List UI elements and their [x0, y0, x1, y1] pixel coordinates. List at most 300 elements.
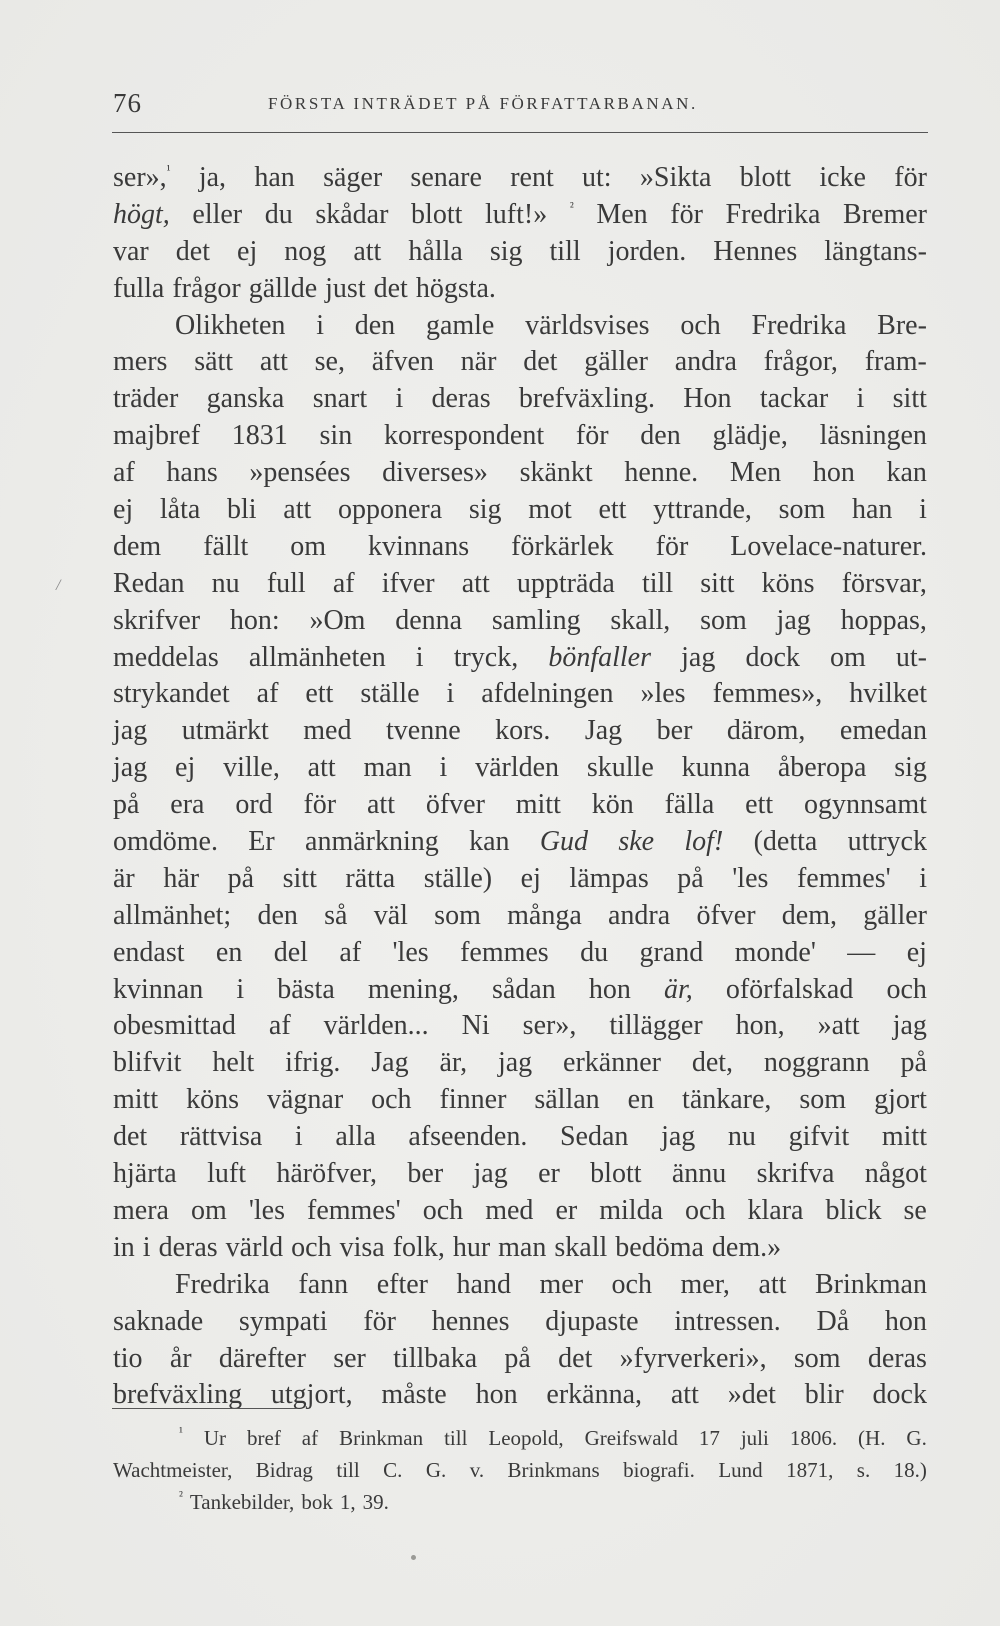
- word: för: [670, 198, 703, 230]
- word: på: [113, 789, 140, 821]
- word: v.: [469, 1458, 485, 1482]
- word: som: [700, 604, 747, 636]
- word: icke: [819, 162, 866, 193]
- word: Gud: [539, 826, 589, 858]
- word: femmes': [307, 1194, 401, 1226]
- word: ut-: [895, 641, 927, 673]
- word: rätta: [345, 862, 396, 894]
- word: att: [670, 1379, 699, 1411]
- word: man: [498, 1231, 547, 1263]
- word: Lund: [718, 1458, 763, 1482]
- word: andra: [608, 899, 671, 931]
- word: ogynnsamt: [804, 789, 927, 821]
- word: andra: [674, 346, 737, 378]
- word: Jag: [584, 715, 623, 747]
- word: och: [685, 1194, 726, 1226]
- margin-mark: /: [56, 577, 61, 594]
- word: samling: [491, 604, 581, 636]
- word: säger: [323, 162, 383, 193]
- word: därefter: [218, 1342, 306, 1374]
- word: Brinkman: [815, 1268, 927, 1300]
- text-line: [113, 529, 927, 566]
- word: sympati: [238, 1305, 328, 1337]
- word: gällde: [248, 272, 318, 304]
- word: dock: [872, 1379, 927, 1411]
- word: många: [507, 899, 582, 931]
- word: grand: [639, 936, 704, 968]
- text-line: [113, 160, 927, 197]
- word: kunna: [681, 752, 750, 784]
- word: ej: [906, 936, 927, 968]
- word: skådar: [315, 198, 389, 230]
- word: nu: [727, 1121, 756, 1153]
- word: världsvises: [525, 309, 650, 341]
- word: gäller: [863, 899, 927, 931]
- word: omdöme.: [113, 826, 218, 858]
- word: gjort: [874, 1084, 927, 1116]
- word: 'les: [248, 1194, 285, 1226]
- word: läsningen: [819, 420, 927, 452]
- word: luft!»: [485, 198, 548, 230]
- word: Jag: [371, 1047, 409, 1079]
- word: utmärkt: [181, 715, 269, 747]
- word: opponera: [337, 494, 443, 526]
- word: det: [113, 1121, 148, 1153]
- word: för: [303, 789, 337, 821]
- text-line: [113, 566, 927, 603]
- word: lof!: [684, 826, 724, 858]
- word: ett: [598, 494, 627, 526]
- word: skulle: [586, 752, 654, 784]
- word: glädje,: [712, 420, 788, 452]
- word: deras: [431, 383, 491, 415]
- word: djupaste: [545, 1305, 639, 1337]
- text-line: [113, 861, 927, 898]
- word: brefväxling: [113, 1379, 243, 1411]
- word: frågor: [172, 272, 241, 304]
- word: tryck,: [453, 641, 519, 673]
- word: du: [264, 198, 293, 230]
- word: ja,: [198, 162, 227, 193]
- word: meddelas: [113, 641, 219, 673]
- word: ifver: [381, 567, 435, 599]
- text-line: [113, 455, 927, 492]
- text-line: [113, 308, 927, 345]
- word: mening,: [367, 973, 459, 1005]
- word: mera: [113, 1194, 169, 1226]
- word: C.: [383, 1458, 403, 1482]
- word: mer: [539, 1268, 584, 1300]
- word: hvilket: [849, 678, 927, 710]
- word: kvinnans: [368, 530, 470, 562]
- word: femmes»,: [712, 678, 823, 710]
- word: monde': [734, 936, 816, 968]
- word: Ni: [461, 1010, 490, 1042]
- word: kön: [591, 789, 634, 821]
- word: utgjort,: [270, 1379, 353, 1411]
- word: Er: [248, 826, 275, 858]
- word: ¹: [179, 1424, 183, 1439]
- text-line: [113, 713, 927, 750]
- text-line: [113, 234, 927, 271]
- word: hans: [166, 457, 218, 489]
- text-line: [113, 1341, 927, 1378]
- footnote-rule: [112, 1408, 297, 1409]
- word: af: [268, 1010, 291, 1042]
- word: af: [113, 457, 135, 489]
- word: sitt: [282, 862, 317, 894]
- word: hennes: [431, 1305, 510, 1337]
- word: saknade: [113, 1305, 204, 1337]
- word: Men: [729, 457, 782, 489]
- word: (detta: [753, 826, 818, 858]
- word: efter: [376, 1268, 428, 1300]
- word: fällt: [203, 530, 249, 562]
- word: mers: [113, 346, 168, 378]
- word: ganska: [206, 383, 285, 415]
- word: köns: [186, 1084, 239, 1116]
- text-line: [113, 1304, 927, 1341]
- word: biografi.: [623, 1458, 695, 1482]
- word: jag: [497, 1047, 533, 1079]
- text-line: [113, 935, 927, 972]
- word: på: [504, 1342, 531, 1374]
- word: femmes': [796, 862, 891, 894]
- text-line: [113, 787, 927, 824]
- word: jorden.: [607, 235, 687, 267]
- word: högt,: [113, 198, 170, 230]
- word: af: [332, 567, 355, 599]
- word: af: [301, 1426, 319, 1450]
- word: jag: [681, 641, 716, 673]
- word: det,: [691, 1047, 734, 1079]
- paper-speck: [411, 1555, 416, 1560]
- word: jag: [473, 1158, 508, 1190]
- word: längtans-: [824, 235, 927, 267]
- word: ser: [333, 1342, 366, 1374]
- word: tillägger: [609, 1010, 703, 1042]
- word: fälla: [664, 789, 715, 821]
- word: världen...: [323, 1010, 429, 1042]
- word: »Om: [309, 604, 366, 636]
- word: milda: [599, 1194, 663, 1226]
- text-line: [113, 1156, 927, 1193]
- text-line: [113, 381, 927, 418]
- word: blott: [590, 1158, 642, 1190]
- word: för: [575, 420, 609, 452]
- word: anmärkning: [305, 826, 439, 858]
- word: och: [371, 1084, 412, 1116]
- word: diverses»: [382, 457, 488, 489]
- text-line: [113, 1008, 927, 1045]
- word: träder: [113, 383, 179, 415]
- word: till: [549, 235, 581, 267]
- word: senare: [410, 162, 482, 193]
- word: strykandet: [113, 678, 230, 710]
- word: hon: [884, 1305, 927, 1337]
- word: skrifva: [756, 1158, 835, 1190]
- footnotes: [113, 1422, 927, 1518]
- word: obesmittad: [113, 1010, 236, 1042]
- word: att: [461, 567, 490, 599]
- word: på: [227, 862, 255, 894]
- text-line: [113, 1082, 927, 1119]
- word: ²: [179, 1488, 183, 1503]
- word: 39.: [362, 1490, 389, 1514]
- word: bok: [301, 1490, 333, 1514]
- word: »att: [817, 1010, 860, 1042]
- word: »fyrverkeri»,: [619, 1342, 767, 1374]
- word: hjärta: [113, 1158, 177, 1190]
- word: låta: [159, 494, 201, 526]
- word: ifrig.: [285, 1047, 341, 1079]
- word: skrifver: [113, 604, 201, 636]
- text-line: [113, 603, 927, 640]
- word: Olikheten: [175, 309, 286, 341]
- word: tio: [113, 1342, 143, 1374]
- word: den: [354, 309, 396, 341]
- word: »les: [640, 678, 686, 710]
- text-line: [113, 1045, 927, 1082]
- word: hon:: [229, 604, 280, 636]
- word: och: [291, 1231, 332, 1263]
- word: det: [523, 346, 558, 378]
- word: man: [363, 752, 412, 784]
- word: i: [415, 641, 424, 673]
- word: du: [580, 936, 609, 968]
- word: »det: [727, 1379, 776, 1411]
- text-line: [113, 750, 927, 787]
- word: måste: [381, 1379, 447, 1411]
- word: Men: [596, 198, 648, 230]
- word: som: [799, 1084, 847, 1116]
- word: försvar,: [841, 567, 927, 599]
- word: 'les: [732, 862, 769, 894]
- word: majbref: [113, 420, 201, 452]
- word: ett: [305, 678, 334, 710]
- word: köns: [761, 567, 815, 599]
- word: fulla: [113, 272, 165, 304]
- word: 1871,: [786, 1458, 834, 1482]
- word: äfven: [371, 346, 434, 378]
- word: om: [829, 641, 866, 673]
- word: gifvit: [788, 1121, 850, 1153]
- word: Då: [816, 1305, 850, 1337]
- word: när: [460, 346, 497, 378]
- word: deras: [158, 1231, 218, 1263]
- word: därom,: [726, 715, 806, 747]
- word: Bre-: [877, 309, 927, 341]
- word: som: [793, 1342, 841, 1374]
- word: kan: [469, 826, 510, 858]
- text-line: [113, 1267, 927, 1304]
- word: nog: [284, 235, 327, 267]
- text-line: [113, 344, 927, 381]
- word: ser»,$^{^1}$: [113, 162, 171, 193]
- word: till: [444, 1426, 468, 1450]
- word: juli: [740, 1426, 769, 1450]
- word: Brinkman: [339, 1426, 424, 1450]
- word: jag: [113, 752, 148, 784]
- word: blott: [411, 198, 463, 230]
- word: ej: [520, 862, 541, 894]
- word: hur: [452, 1231, 491, 1263]
- word: endast: [113, 936, 185, 968]
- word: afseenden.: [408, 1121, 528, 1153]
- word: bli: [227, 494, 257, 526]
- word: år: [169, 1342, 192, 1374]
- word: sig: [894, 752, 927, 784]
- word: att: [353, 235, 382, 267]
- word: med: [303, 715, 352, 747]
- word: bästa: [277, 973, 335, 1005]
- word: sällan: [534, 1084, 600, 1116]
- word: om: [191, 1194, 227, 1226]
- word: om: [290, 530, 327, 562]
- text-line: [113, 1230, 927, 1267]
- word: skall: [554, 1231, 608, 1263]
- word: 17: [698, 1426, 720, 1450]
- word: femmes: [460, 936, 549, 968]
- word: världen: [475, 752, 560, 784]
- word: något: [864, 1158, 927, 1190]
- text-line: [113, 972, 927, 1009]
- word: i: [316, 309, 324, 341]
- word: ännu: [671, 1158, 727, 1190]
- word: den: [257, 899, 298, 931]
- word: Lovelace-naturer.: [730, 530, 927, 562]
- word: mot: [528, 494, 572, 526]
- word: kvinnan: [113, 973, 204, 1005]
- word: en: [215, 936, 243, 968]
- word: och: [611, 1268, 652, 1300]
- word: hon,: [735, 1010, 785, 1042]
- word: tänkare,: [682, 1084, 772, 1116]
- footnote-line: [113, 1454, 927, 1486]
- word: häröfver,: [276, 1158, 378, 1190]
- text-line: [113, 824, 927, 861]
- word: är: [113, 862, 135, 894]
- word: att: [758, 1268, 787, 1300]
- word: är,: [439, 1047, 468, 1079]
- word: era: [170, 789, 205, 821]
- word: (H.: [858, 1426, 886, 1450]
- word: oförfalskad: [725, 973, 854, 1005]
- word: ske: [618, 826, 655, 858]
- word: ber: [407, 1158, 444, 1190]
- word: det: [558, 1342, 593, 1374]
- word: han: [254, 162, 295, 193]
- word: alla: [335, 1121, 376, 1153]
- word: G.: [425, 1458, 447, 1482]
- word: dock: [745, 641, 800, 673]
- word: »Sikta: [639, 162, 712, 193]
- word: han: [851, 494, 893, 526]
- word: Hennes: [713, 235, 798, 267]
- word: tvenne: [385, 715, 461, 747]
- word: Hon: [683, 383, 732, 415]
- word: med: [485, 1194, 534, 1226]
- word: värld: [225, 1231, 284, 1263]
- word: nu: [211, 567, 240, 599]
- word: jag: [661, 1121, 696, 1153]
- word: öfver: [696, 899, 756, 931]
- word: Redan: [113, 567, 185, 599]
- word: eller: [192, 198, 243, 230]
- word: att: [307, 752, 336, 784]
- word: G.: [906, 1426, 927, 1450]
- word: sitt: [700, 567, 735, 599]
- word: den: [640, 420, 681, 452]
- word: gäller: [584, 346, 648, 378]
- word: rättvisa: [179, 1121, 263, 1153]
- word: i: [439, 752, 448, 784]
- word: mitt: [113, 1084, 159, 1116]
- word: sitt: [892, 383, 927, 415]
- word: i: [919, 494, 927, 526]
- word: så: [324, 899, 348, 931]
- word: ville,: [223, 752, 280, 784]
- word: »pensées: [249, 457, 351, 489]
- text-line: [113, 197, 927, 234]
- running-head: FÖRSTA INTRÄDET PÅ FÖRFATTARBANAN.: [268, 94, 698, 113]
- word: tillbaka: [393, 1342, 478, 1374]
- word: här: [163, 862, 200, 894]
- word: som: [434, 899, 481, 931]
- word: ²: [569, 198, 574, 214]
- word: sig: [489, 235, 523, 267]
- word: allmänhet;: [113, 899, 232, 931]
- word: luft: [207, 1158, 246, 1190]
- word: hon: [588, 973, 631, 1005]
- word: jag: [113, 715, 148, 747]
- footnote-line: [113, 1422, 927, 1454]
- word: jag: [776, 604, 811, 636]
- word: blifvit: [113, 1047, 182, 1079]
- word: er: [538, 1158, 560, 1190]
- word: hålla: [408, 235, 463, 267]
- word: och: [422, 1194, 464, 1226]
- word: det: [373, 272, 408, 304]
- word: ej: [113, 494, 134, 526]
- word: är,: [663, 973, 693, 1005]
- word: er: [555, 1194, 578, 1226]
- word: ber: [656, 715, 693, 747]
- word: till: [642, 567, 674, 599]
- word: noggrann: [763, 1047, 870, 1079]
- word: bref: [247, 1426, 281, 1450]
- word: öfver: [425, 789, 485, 821]
- word: att: [366, 789, 395, 821]
- word: s.: [856, 1458, 871, 1482]
- word: sätt: [194, 346, 234, 378]
- word: för: [655, 530, 689, 562]
- text-line: [113, 492, 927, 529]
- word: till: [336, 1458, 360, 1482]
- word: Sedan: [559, 1121, 629, 1153]
- word: att: [283, 494, 312, 526]
- word: ord: [235, 789, 273, 821]
- word: högsta.: [415, 272, 496, 304]
- word: in: [113, 1231, 135, 1263]
- word: 1,: [339, 1490, 356, 1514]
- word: emedan: [839, 715, 927, 747]
- word: Brinkmans: [507, 1458, 600, 1482]
- word: jag: [892, 1010, 927, 1042]
- word: Bremer: [843, 198, 927, 230]
- word: och: [886, 973, 927, 1005]
- word: åberopa: [777, 752, 867, 784]
